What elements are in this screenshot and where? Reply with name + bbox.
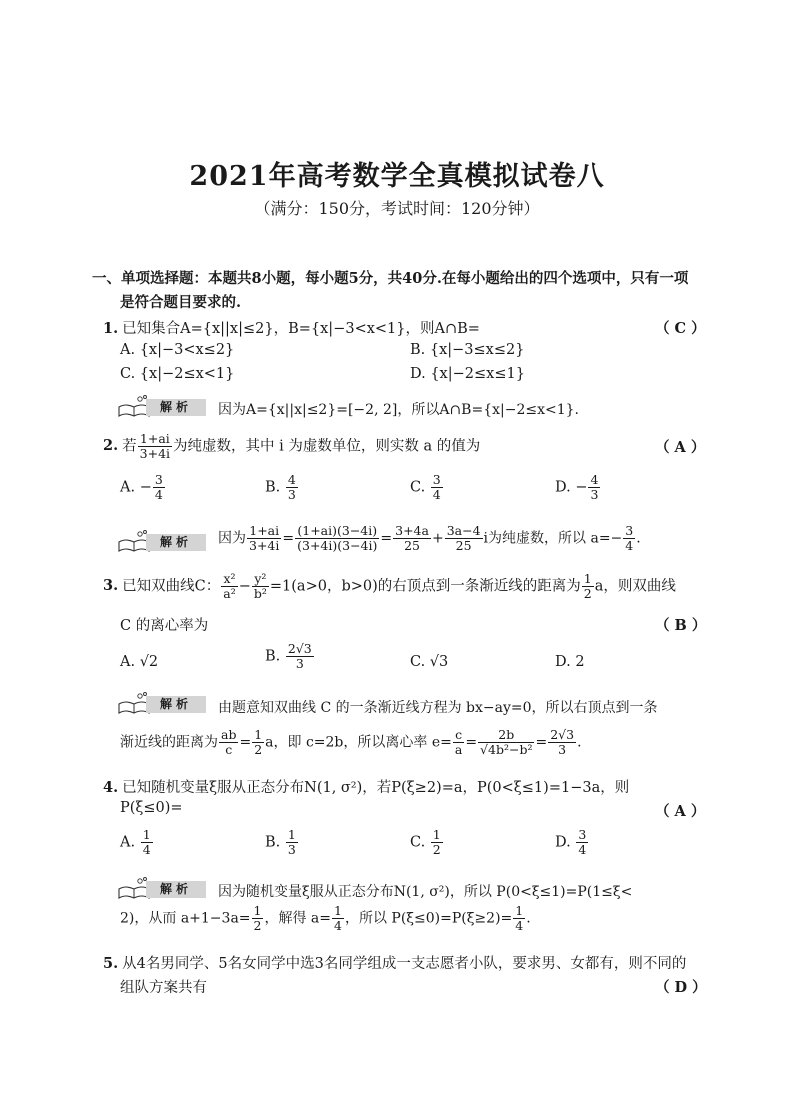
analysis-label: 解析 — [146, 881, 206, 898]
question-number: 3. — [103, 577, 119, 595]
question-5-line2: 组队方案共有 — [120, 980, 207, 996]
option-d: D. 2 — [555, 654, 585, 670]
option-c: C. $\frac{1}{2}$ — [410, 827, 441, 857]
question-5: 5. 从4名男同学、5名女同学中选3名同学组成一支志愿者小队，要求男、女都有，则不同的 — [103, 955, 687, 972]
analysis-badge — [116, 875, 208, 901]
question-2: 2. 若 $\frac{1+ai}{3+4i}$ 为纯虚数，其中 i 为虚数单位，则实数 a 的值为 — [103, 431, 481, 461]
option-c: C. $\frac{3}{4}$ — [410, 472, 441, 502]
question-4-line2: P(ξ≤0)= — [120, 800, 183, 816]
page-title: 2021年高考数学全真模拟试卷八 — [189, 161, 605, 192]
question-number: 2. — [103, 437, 119, 455]
analysis-label: 解析 — [146, 696, 206, 713]
answer-marker: （ B ） — [655, 617, 707, 634]
option-b: B. $\frac{2√3}{3}$ — [265, 641, 312, 671]
section-heading-line2: 是符合题目要求的. — [120, 294, 242, 311]
question-4: 4. 已知随机变量ξ服从正态分布N(1, σ²)，若P(ξ≥2)=a，P(0<ξ≤1)=1−3a，则 — [103, 779, 630, 796]
question-stem: 已知集合A={x||x|≤2}，B={x|−3<x<1}，则A∩B= — [122, 321, 480, 337]
section-heading: 一、单项选择题：本题共8小题，每小题5分，共40分.在每小题给出的四个选项中，只有一项 — [92, 270, 689, 287]
option-d: D. − $\frac{4}{3}$ — [555, 472, 599, 502]
question-number: 4. — [103, 779, 119, 796]
option-a: A. {x|−3<x≤2} — [120, 342, 235, 358]
option-d: D. $\frac{3}{4}$ — [555, 827, 587, 857]
analysis-label: 解析 — [146, 399, 206, 416]
analysis-badge — [116, 528, 208, 554]
answer-marker: （ D ） — [655, 979, 707, 996]
analysis-badge — [116, 393, 208, 419]
option-a: A. √2 — [120, 654, 159, 670]
fraction: $\frac{1+ai}{3+4i}$ — [139, 431, 171, 461]
option-b: B. {x|−3≤x≤2} — [410, 342, 525, 358]
solution-3-line2: 渐近线的距离为 $\frac{ab}{c}$ = $\frac{1}{2}$ a，即 c=2b，所以离心率 e= $\frac{c}{a}$ = $\frac{2b}{\text{√4b²−b²}}$ = $\frac{2√3}{3}$ . — [120, 727, 582, 757]
option-c: C. {x|−2≤x<1} — [120, 366, 235, 382]
analysis-badge — [116, 690, 208, 716]
answer-marker: （ A ） — [655, 803, 706, 820]
option-a: A. $\frac{1}{4}$ — [120, 827, 151, 857]
question-number: 1. — [103, 320, 119, 337]
question-3-line2: C 的离心率为 — [120, 618, 209, 634]
solution-2: 因为 $\frac{1+ai}{3+4i}$ = $\frac{(1+ai)(3-4i)}{(3+4i)(3-4i)}$ = $\frac{3+4a}{25}$ + $\frac{3a-4}{25}$ i为纯虚数，所以 a=− $\frac{3}{4}$ . — [218, 523, 641, 553]
solution-4-line2: 2)，从而 a+1−3a= $\frac{1}{2}$ ，解得 a= $\frac{1}{4}$ ，所以 P(ξ≤0)=P(ξ≥2)= $\frac{1}{4}$ . — [120, 903, 531, 933]
solution-1: 因为A={x||x|≤2}=[−2, 2]，所以A∩B={x|−2≤x<1}. — [218, 402, 579, 418]
solution-3: 由题意知双曲线 C 的一条渐近线方程为 bx−ay=0，所以右顶点到一条 — [218, 700, 658, 716]
solution-4: 因为随机变量ξ服从正态分布N(1, σ²)，所以 P(0<ξ≤1)=P(1≤ξ< — [218, 884, 633, 900]
question-3: 3. 已知双曲线C： $\frac{\text{x²}}{\text{a²}}$ − $\frac{\text{y²}}{\text{b²}}$ =1(a>0，b>0)的右顶点到一条渐近线的距离为 $\frac{1}{2}$ a，则双曲线 — [103, 571, 676, 601]
option-a: A. − $\frac{3}{4}$ — [120, 472, 163, 502]
option-d: D. {x|−2≤x≤1} — [410, 366, 525, 382]
option-c: C. √3 — [410, 654, 449, 670]
page-subtitle: （满分：150分，考试时间：120分钟） — [254, 199, 540, 218]
option-b: B. $\frac{1}{3}$ — [265, 827, 296, 857]
question-number: 5. — [103, 955, 119, 972]
analysis-label: 解析 — [146, 534, 206, 551]
answer-marker: （ A ） — [655, 439, 706, 456]
answer-marker: （ C ） — [655, 320, 706, 337]
question-1 — [103, 317, 480, 338]
option-b: B. $\frac{4}{3}$ — [265, 472, 296, 502]
